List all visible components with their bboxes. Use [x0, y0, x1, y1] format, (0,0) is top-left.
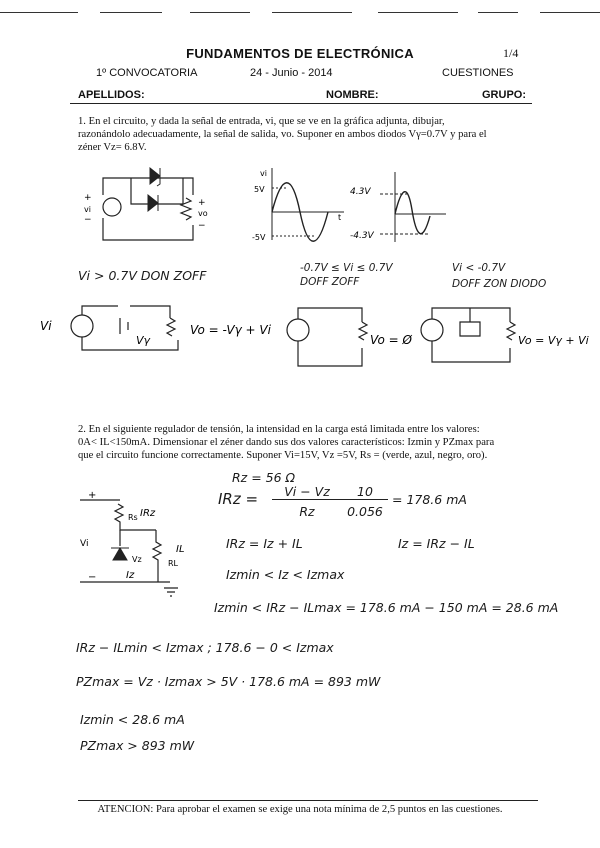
plus-sign: +: [84, 193, 92, 203]
exam-date: 24 - Junio - 2014: [250, 67, 333, 79]
rl-label: RL: [168, 559, 179, 568]
vi-axis-label: vi: [260, 169, 267, 178]
q1-circuit: [78, 160, 218, 250]
result-izmin: Izmin < 28.6 mA: [80, 712, 185, 727]
scan-top-line: [272, 12, 352, 13]
iz-range: Izmin < Iz < Izmax: [226, 567, 345, 582]
source-icon: [287, 319, 309, 341]
irz-label: IRz =: [218, 490, 259, 508]
q2-statement: [78, 423, 548, 462]
vo-label: vo: [198, 209, 208, 218]
q2-circuit: [80, 490, 220, 620]
nombre-label: NOMBRE:: [326, 89, 379, 101]
irz-arrow-label: IRz: [140, 508, 156, 519]
q1-line: zéner Vz= 6.8V.: [78, 142, 147, 153]
grupo-label: GRUPO:: [482, 89, 526, 101]
footer-note: ATENCION: Para aprobar el examen se exige una nota mínima de 2,5 puntos en las cuestiones.: [97, 804, 503, 815]
output-wave: [395, 192, 430, 234]
iz-arrow-label: Iz: [126, 570, 135, 581]
pz-equation: PZmax = Vz · Izmax > 5V · 178.6 mA = 893 mW: [76, 674, 381, 689]
vo-equation-3: Vo = Vγ + Vi: [518, 334, 589, 347]
vi-label: vi: [84, 205, 91, 214]
minus-sign: −: [198, 221, 206, 231]
q1-line: 1. En el circuito, y dada la señal de entrada, vi, que se ve en la gráfica adjunta, dibujar,: [78, 116, 445, 127]
case2-condition: -0.7V ≤ Vi ≤ 0.7V: [300, 262, 393, 274]
wire: [131, 178, 183, 204]
t-axis-label: t: [338, 213, 342, 222]
irz-result: = 178.6 mA: [392, 492, 467, 507]
vo-equation-1: Vo = -Vγ + Vi: [190, 323, 271, 337]
wire: [103, 178, 193, 195]
q2-line: 0A< IL<150mA. Dimensionar el zéner dando sus dos valores característicos: Izmin y PZmax para: [78, 437, 495, 448]
result-pzmax: PZmax > 893 mW: [80, 738, 195, 753]
irz-denominator: Rz: [299, 504, 315, 519]
minus-sign: −: [84, 215, 92, 225]
scan-top-line: [478, 12, 518, 13]
section-label: CUESTIONES: [442, 67, 514, 79]
inequality-2: IRz − ILmin < Izmax ; 178.6 − 0 < Izmax: [76, 640, 334, 655]
source-icon: [421, 319, 443, 341]
case1-note: Vi > 0.7V DON ZOFF: [78, 268, 207, 283]
q1-line: razonándolo adecuadamente, la señal de salida, vo. Suponer en ambos diodos Vγ=0.7V y para el: [78, 129, 487, 140]
exam-title: FUNDAMENTOS DE ELECTRÓNICA: [186, 46, 414, 61]
scan-top-line: [540, 12, 600, 13]
kcl-equation: IRz = Iz + IL: [226, 536, 303, 551]
vz-label: Vz: [132, 555, 142, 564]
zener-diode-icon: [113, 548, 127, 560]
minus-sign: −: [88, 572, 97, 583]
il-arrow-label: IL: [176, 544, 185, 555]
zener-diode-icon: [150, 168, 160, 184]
case3-condition: Vi < -0.7V: [452, 262, 506, 274]
q2-line: 2. En el siguiente regulador de tensión, la intensidad en la carga está limitada entre los valores:: [78, 424, 480, 435]
scan-top-line: [190, 12, 250, 13]
scan-top-line: [378, 12, 458, 13]
irz-numerator-2: 10: [342, 484, 388, 500]
irz-numerator: Vi − Vz: [272, 484, 342, 500]
plus-sign: +: [88, 490, 97, 501]
plus-sign: +: [198, 198, 206, 208]
scan-top-line: [0, 12, 78, 13]
source-icon: [103, 198, 121, 216]
footer-rule: [78, 800, 538, 801]
convocatoria: 1º CONVOCATORIA: [96, 67, 198, 79]
wire: [103, 218, 193, 240]
page-number: 1/4: [503, 46, 519, 60]
inequality-1: Izmin < IRz − ILmax = 178.6 mA − 150 mA = 28.6 mA: [214, 600, 559, 615]
max-label: 5V: [254, 185, 265, 194]
q1-output-graph: [350, 170, 450, 250]
vo-equation-2: Vo = Ø: [370, 333, 412, 347]
rs-label: Rs: [128, 513, 138, 522]
q1-statement: [78, 115, 548, 154]
vgamma-label: Vγ: [136, 334, 151, 347]
header-rule: [70, 103, 532, 104]
out-max-label: 4.3V: [350, 187, 371, 197]
vi-label: Vi: [80, 539, 89, 549]
irz-denominator-2: 0.056: [347, 504, 383, 519]
iz-equation: Iz = IRz − IL: [398, 536, 475, 551]
q1-equivalent-circuits: [40, 300, 600, 380]
out-min-label: -4.3V: [350, 231, 374, 241]
case2-state: DOFF ZOFF: [300, 276, 360, 288]
q1-input-graph: [252, 168, 347, 248]
q2-line: que el circuito funcione correctamente. Suponer Vi=15V, Vz =5V, Rs = (verde, azul, negro, oro).: [78, 450, 488, 461]
min-label: -5V: [252, 233, 266, 242]
case3-state: DOFF ZON DIODO: [452, 278, 547, 290]
source-icon: [71, 315, 93, 337]
vi-label: Vi: [40, 319, 52, 333]
scan-top-line: [100, 12, 162, 13]
diode-icon: [148, 195, 158, 211]
apellidos-label: APELLIDOS:: [78, 89, 145, 101]
rz-value: Rz = 56 Ω: [232, 470, 296, 485]
